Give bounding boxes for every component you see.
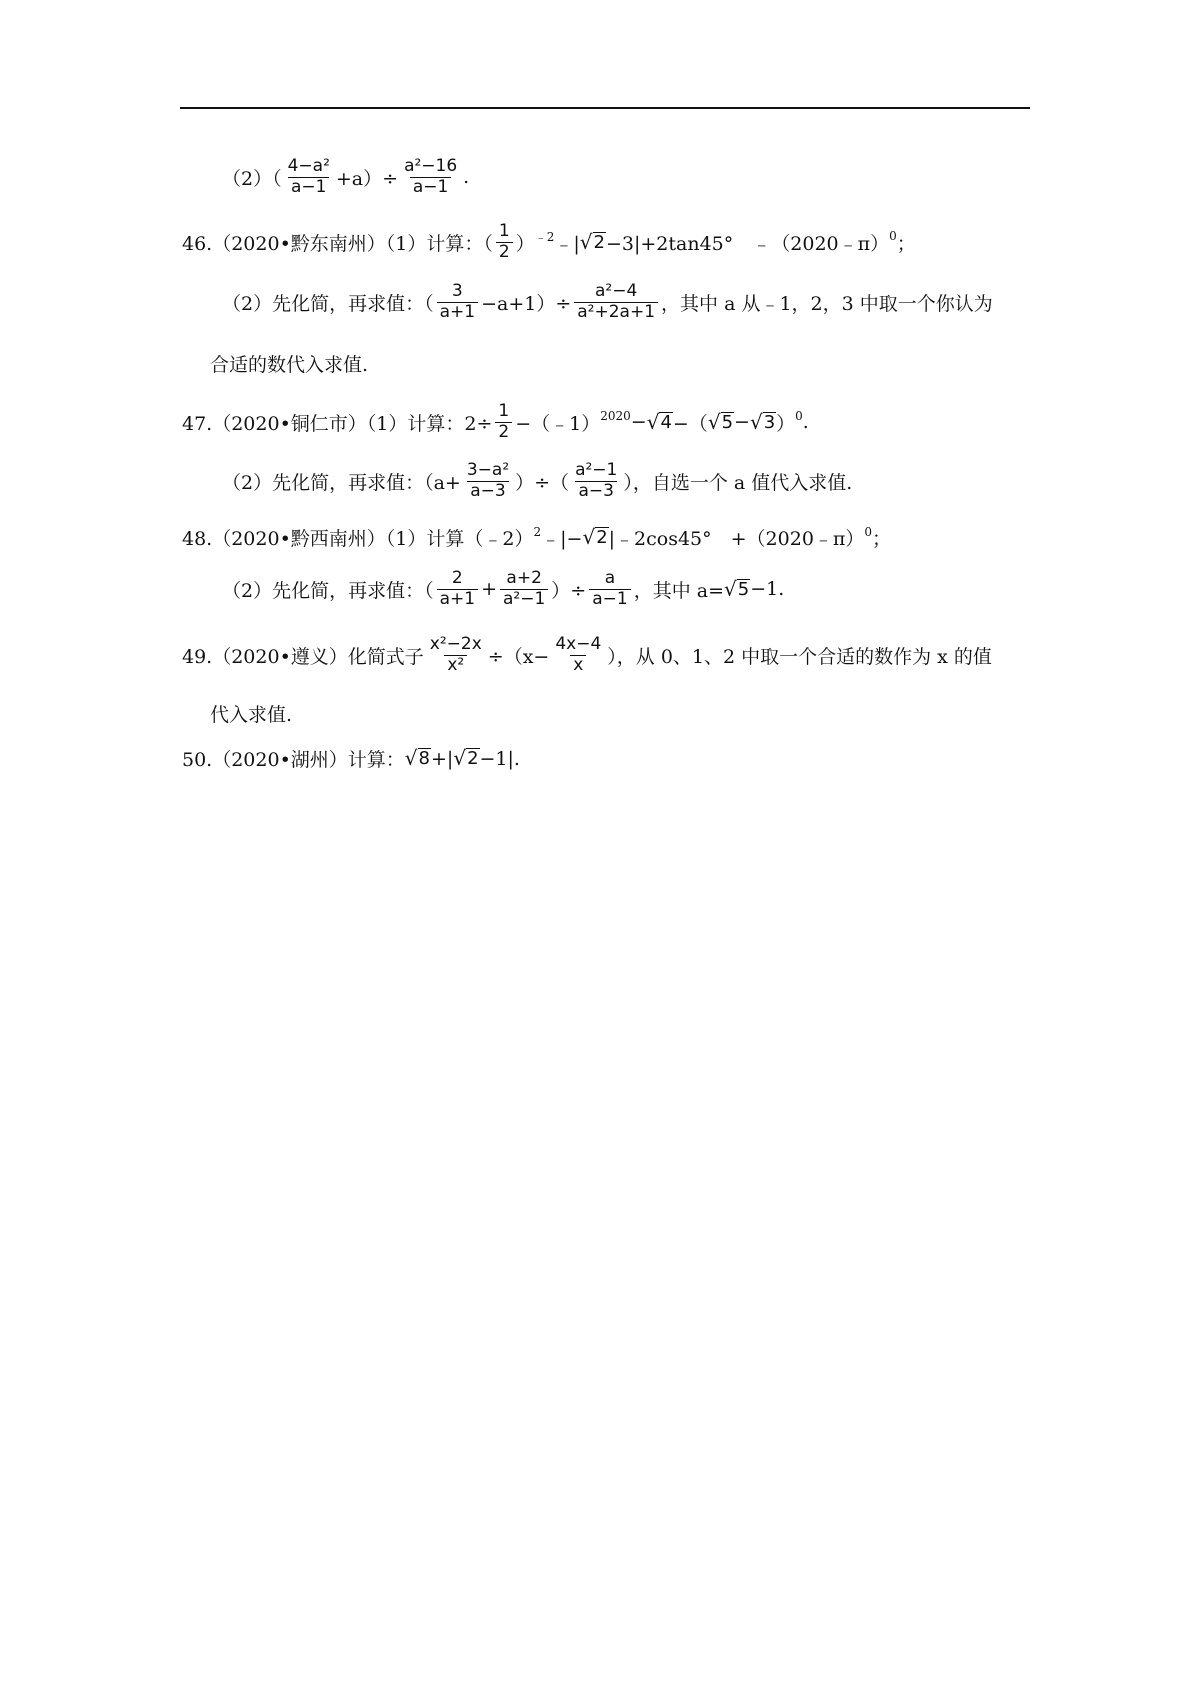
fraction: $\frac{4x-4}{x}$ [555,634,602,675]
fraction: $\frac{\text{a²−16}}{a-1}$ [404,156,458,197]
q47-part2: （2）先化简，再求值：（a+ $\frac{\text{3−a²}}{a-3}$ ）÷（ $\frac{\text{a²−1}}{a-3}$ ），自选一个 a 值代入求值. [222,460,853,501]
fraction: $\frac{2}{a+1}$ [437,570,478,609]
q49: 49.（2020•遵义）化简式子 $\frac{\text{x²−2x}}{\text{x²}}$ ÷（x− $\frac{4x-4}{x}$ ），从 0、1、2 中取一个合适的数作为 x 的值 [182,634,992,675]
fraction: $\frac{\text{a²−4}}{\text{a²+2a+1}}$ [574,283,658,322]
sqrt: √ 2 [453,745,479,770]
q46-part2: （2）先化简，再求值：（ $\frac{3}{a+1}$ −a+1）÷ $\frac{\text{a²−4}}{\text{a²+2a+1}}$ ，其中 a 从﹣1，2，3 中取一个你认为 [222,281,993,322]
fraction: $\frac{a}{a-1}$ [589,570,630,609]
sqrt: √ 2 [582,524,608,549]
q48-part2: （2）先化简，再求值：（ $\frac{2}{a+1}$ + $\frac{a+2}{\text{a²−1}}$ ）÷ $\frac{a}{a-1}$ ，其中 a= √ 5 −1. [222,568,785,609]
fraction: $\frac{\text{4−a²}}{a-1}$ [287,156,330,197]
fraction: $\frac{\text{3−a²}}{a-3}$ [466,460,510,501]
sqrt: √ 3 [749,409,776,434]
q47-part1: 47.（2020•铜仁市）（1）计算：2÷ $\frac{1}{2}$ −（﹣1） $^{2020}$ − √ 4 −（ √ 5 − √ 3 ） $^0$ . [182,401,809,442]
q45-part2: （2）（ $\frac{\text{4−a²}}{a-1}$ +a）÷ $\frac{\text{a²−16}}{a-1}$ . [222,156,470,197]
sqrt: √ 5 [707,409,734,434]
header-rule [180,107,1030,109]
q50: 50.（2020•湖州）计算： √ 8 +| √ 2 −1|. [182,745,520,771]
fraction: $\frac{a+2}{\text{a²−1}}$ [500,570,548,609]
q48-part1: 48.（2020•黔西南州）（1）计算（﹣2） $^2$ ﹣|− √ 2 |﹣2cos45° +（2020﹣π） $^0$ ； [182,524,892,550]
q46-part2-cont: 合适的数代入求值. [210,354,369,376]
fraction: $\frac{3}{a+1}$ [437,283,478,322]
fraction: $\frac{1}{2}$ [495,403,512,442]
sqrt: √ 4 [646,409,672,434]
q46-part1: 46.（2020•黔东南州）（1）计算：（ $\frac{1}{2}$ ） $^{﹣2}$ ﹣| √ 2 −3|+2tan45° ﹣（2020﹣π） $^0$ ； [182,221,916,262]
sqrt: √ 5 [724,576,750,601]
q49-cont: 代入求值. [210,704,293,726]
sqrt: √ 2 [579,229,605,254]
fraction: $\frac{1}{2}$ [496,223,513,262]
sqrt: √ 8 [404,745,430,770]
fraction: $\frac{\text{a²−1}}{a-3}$ [575,460,618,501]
fraction: $\frac{\text{x²−2x}}{\text{x²}}$ [429,634,482,675]
